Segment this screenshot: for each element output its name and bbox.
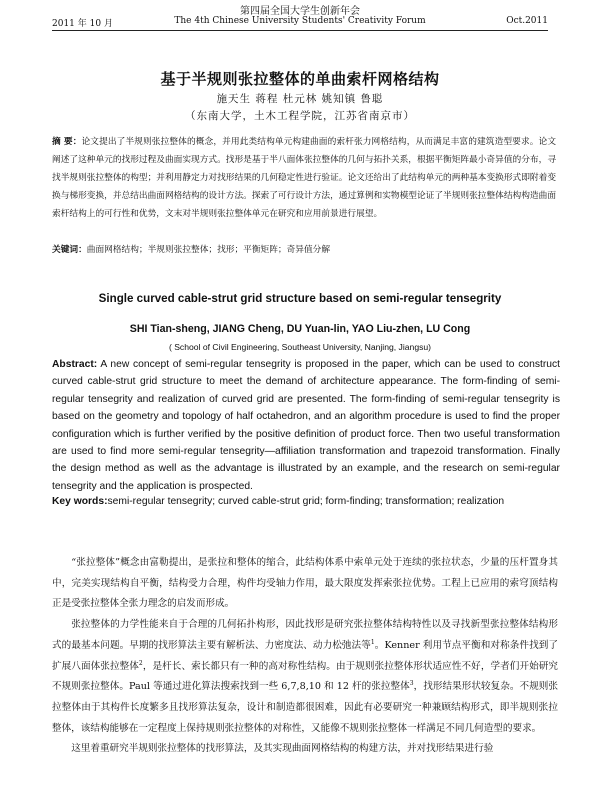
running-header (52, 2, 548, 32)
en-affiliation: ( School of Civil Engineering, Southeast University, Nanjing, Jiangsu) (168, 342, 432, 352)
zh-abstract-label: 摘 要： (52, 137, 82, 147)
header-forum-en: The 4th Chinese University Students' Creativity Forum (174, 16, 426, 26)
en-abstract (52, 356, 560, 495)
citation-1: 1 (370, 638, 375, 646)
header-date-zh: 2011 年 10 月 (52, 19, 113, 29)
en-keywords-label: Key words: (52, 496, 108, 507)
en-abstract-label: Abstract: (52, 359, 98, 370)
en-keywords (52, 496, 560, 507)
citation-2: 2 (138, 659, 143, 667)
header-date-en: Oct.2011 (506, 16, 548, 26)
body-paragraph-1: “张拉整体”概念由富勒提出，是张拉和整体的缩合，此结构体系中索单元处于连续的张拉状态，少量的压杆置身其中，完美实现结构自平衡，结构受力合理，构件均受轴力作用，最大限度发挥索张拉优势。工程上已应用的索穹顶结构正是受张拉整体全张力理念的启发而形成。 (52, 557, 558, 610)
en-authors: SHI Tian-sheng, JIANG Cheng, DU Yuan-lin, YAO Liu-zhen, LU Cong (129, 323, 471, 335)
zh-keywords (52, 243, 556, 255)
body-p2-part-b: 。Kenner 利用节点平衡和对称条件找到了扩展八面体张拉整体 (52, 639, 558, 672)
zh-keywords-text: 曲面网格结构；半规则张拉整体；找形；平衡矩阵；奇异值分解 (86, 245, 330, 255)
header-rule (52, 30, 548, 31)
zh-keywords-label: 关键词： (52, 245, 87, 255)
zh-title: 基于半规则张拉整体的单曲索杆网格结构 (160, 71, 440, 88)
conference-name: 第四届全国大学生创新年会 (240, 6, 360, 17)
citation-3: 3 (409, 680, 414, 688)
zh-abstract (52, 133, 556, 223)
body-p2-part-c: ，是杆长、索长都只有一种的高对称性结构。由于规则张拉整体形状适应性不好，学者们开始研究不规则张拉整体。Paul 等通过进化算法搜索找到一些 6,7,8,10 和 12 杆的张拉整体 (52, 660, 559, 693)
en-keywords-text: semi-regular tensegrity; curved cable-strut grid; form-finding; transformation; realization (107, 496, 505, 507)
zh-affiliation: （东南大学，土木工程学院，江苏省南京市） (185, 110, 415, 122)
body-text (52, 553, 558, 760)
body-p2-part-d: ，找形结果形状较复杂。不规则张拉整体由于其构件长度繁多且找形算法复杂，设计和制造都很困难，因此有必要研究一种兼顾结构形式，即半规则张拉整体，该结构能够在一定程度上保持规则张拉整体的对称性，又能像不规则张拉整体一样满足不同几何造型的要求。 (52, 681, 558, 734)
zh-abstract-text: 论文提出了半规则张拉整体的概念，并用此类结构单元构建曲面的索杆张力网格结构，从而满足丰富的建筑造型要求。论文阐述了这种单元的找形过程及曲面实现方式。找形是基于半八面体张拉整体的几何与拓扑关系，根据平衡矩阵最小奇异值的分布，寻找半规则张拉整体的构型；并利用静定力对找形结果的几何稳定性进行验证。论文还给出了此结构单元的两种基本变换形式即附着变换与梯形变换，并总结出曲面网格结构的设计方法。探索了可行设计方法，通过算例和实物模型论证了半规则张拉整体结构构造曲面索杆结构上的可行性和优势，文末对半规则张拉整体单元在研究和应用前景进行展望。 (52, 137, 557, 219)
en-abstract-text: A new concept of semi-regular tensegrity is proposed in the paper, which can be used to construct curved cable-strut grid structure to meet the demand of architecture appearance. The form-finding of semi-regular tensegrity and realization of curved grid are presented. The form-finding of semi-regular tensegrity is based on the geometry and topology of half octahedron, and an algorithm procedure is used to find the proper configuration which is further verified by the positive definition of product force. Then two useful transformation are used to find more semi-regular tensegrity—affiliation transformation and trapezoid transformation. Finally the design method as well as the advantage is illustrated by an example, and the research on semi-regular tensegrity and the application is prospected. (52, 359, 560, 492)
body-paragraph-2 (52, 615, 558, 739)
body-p2-part-a: 张拉整体的力学性能来自于合理的几何拓扑构形，因此找形是研究张拉整体结构特性以及寻找新型张拉整体结构形式的最基本问题。早期的找形算法主要有解析法、力密度法、动力松弛法等 (52, 619, 558, 651)
en-title: Single curved cable-strut grid structure based on semi-regular tensegrity (98, 292, 502, 305)
body-paragraph-3: 这里着重研究半规则张拉整体的找形算法，及其实现曲面网格结构的构建方法，并对找形结果进行验 (71, 743, 494, 755)
zh-authors: 施天生 蒋程 杜元林 姚知镇 鲁聪 (216, 93, 384, 105)
